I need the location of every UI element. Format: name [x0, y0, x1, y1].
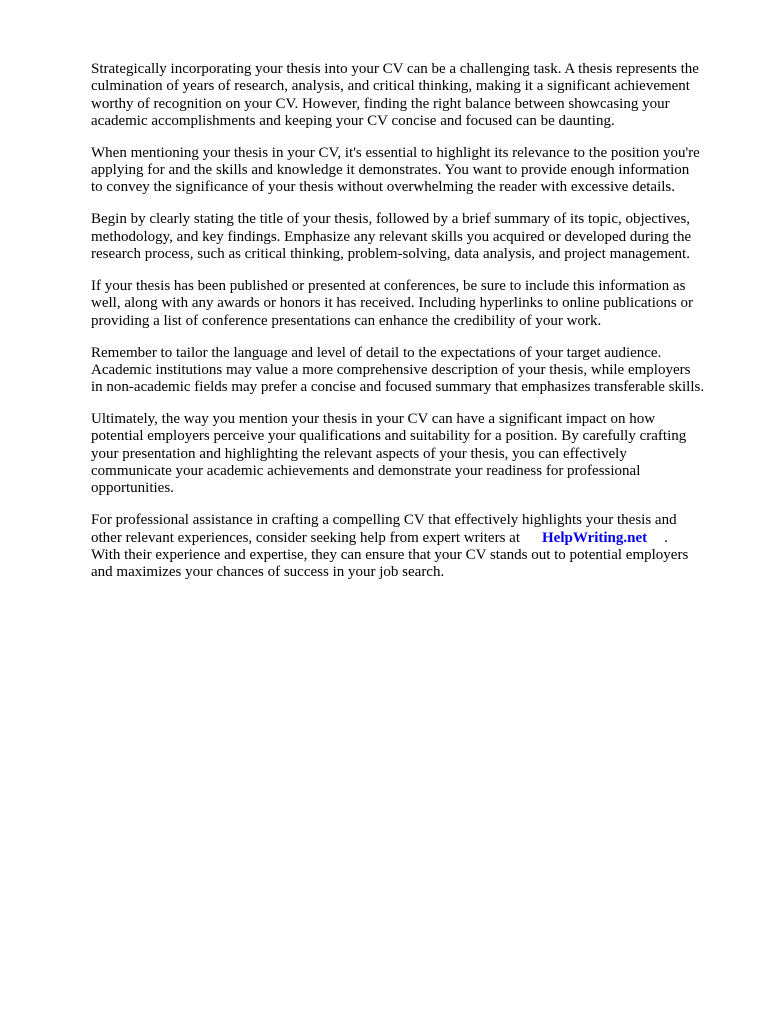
text-segment: .: [664, 529, 668, 546]
text-line: Academic institutions may value a more comprehensive description of your thesis, while employers: [91, 361, 691, 378]
text-line: Remember to tailor the language and level of detail to the expectations of your target audience.: [91, 344, 662, 361]
paragraph: [91, 211, 704, 263]
text-line: Ultimately, the way you mention your thesis in your CV can have a significant impact on how: [91, 411, 656, 428]
text-line-with-link: [91, 530, 704, 547]
text-line: providing a list of conference presentations can enhance the credibility of your work.: [91, 312, 602, 329]
text-line: methodology, and key findings. Emphasize any relevant skills you acquired or developed during the: [91, 228, 692, 245]
text-line: Begin by clearly stating the title of your thesis, followed by a brief summary of its topic, objectives,: [91, 211, 691, 228]
text-segment: other relevant experiences, consider seeking help from expert writers at: [91, 529, 520, 546]
text-line: academic accomplishments and keeping your CV concise and focused can be daunting.: [91, 112, 615, 129]
text-line: When mentioning your thesis in your CV, it's essential to highlight its relevance to the position you're: [91, 144, 700, 161]
text-line: to convey the significance of your thesis without overwhelming the reader with excessive details.: [91, 179, 675, 196]
text-line: potential employers perceive your qualifications and suitability for a position. By carefully crafting: [91, 428, 687, 445]
document-body: [91, 61, 704, 596]
paragraph: [91, 145, 704, 197]
text-line: worthy of recognition on your CV. However, finding the right balance between showcasing your: [91, 95, 670, 112]
helpwriting-link[interactable]: HelpWriting.net: [542, 529, 648, 546]
text-line: well, along with any awards or honors it has received. Including hyperlinks to online publications or: [91, 295, 693, 312]
paragraph: [91, 411, 704, 497]
text-line: your presentation and highlighting the relevant aspects of your thesis, you can effectively: [91, 445, 627, 462]
paragraph: [91, 345, 704, 397]
text-line: Strategically incorporating your thesis into your CV can be a challenging task. A thesis represents the: [91, 61, 699, 77]
paragraph: [91, 61, 704, 130]
paragraph: [91, 512, 704, 581]
text-line: For professional assistance in crafting a compelling CV that effectively highlights your thesis and: [91, 512, 677, 529]
text-line: in non-academic fields may prefer a concise and focused summary that emphasizes transferable skills.: [91, 379, 705, 396]
text-line: culmination of years of research, analysis, and critical thinking, making it a significant achievement: [91, 78, 690, 95]
text-line: research process, such as critical thinking, problem-solving, data analysis, and project management.: [91, 246, 690, 263]
text-line: opportunities.: [91, 480, 174, 497]
text-line: applying for and the skills and knowledge it demonstrates. You want to provide enough information: [91, 162, 690, 179]
text-line: and maximizes your chances of success in your job search.: [91, 564, 445, 581]
text-line: communicate your academic achievements and demonstrate your readiness for professional: [91, 463, 641, 480]
text-line: With their experience and expertise, they can ensure that your CV stands out to potential employers: [91, 546, 689, 563]
text-line: If your thesis has been published or presented at conferences, be sure to include this information as: [91, 278, 686, 295]
paragraph: [91, 278, 704, 330]
